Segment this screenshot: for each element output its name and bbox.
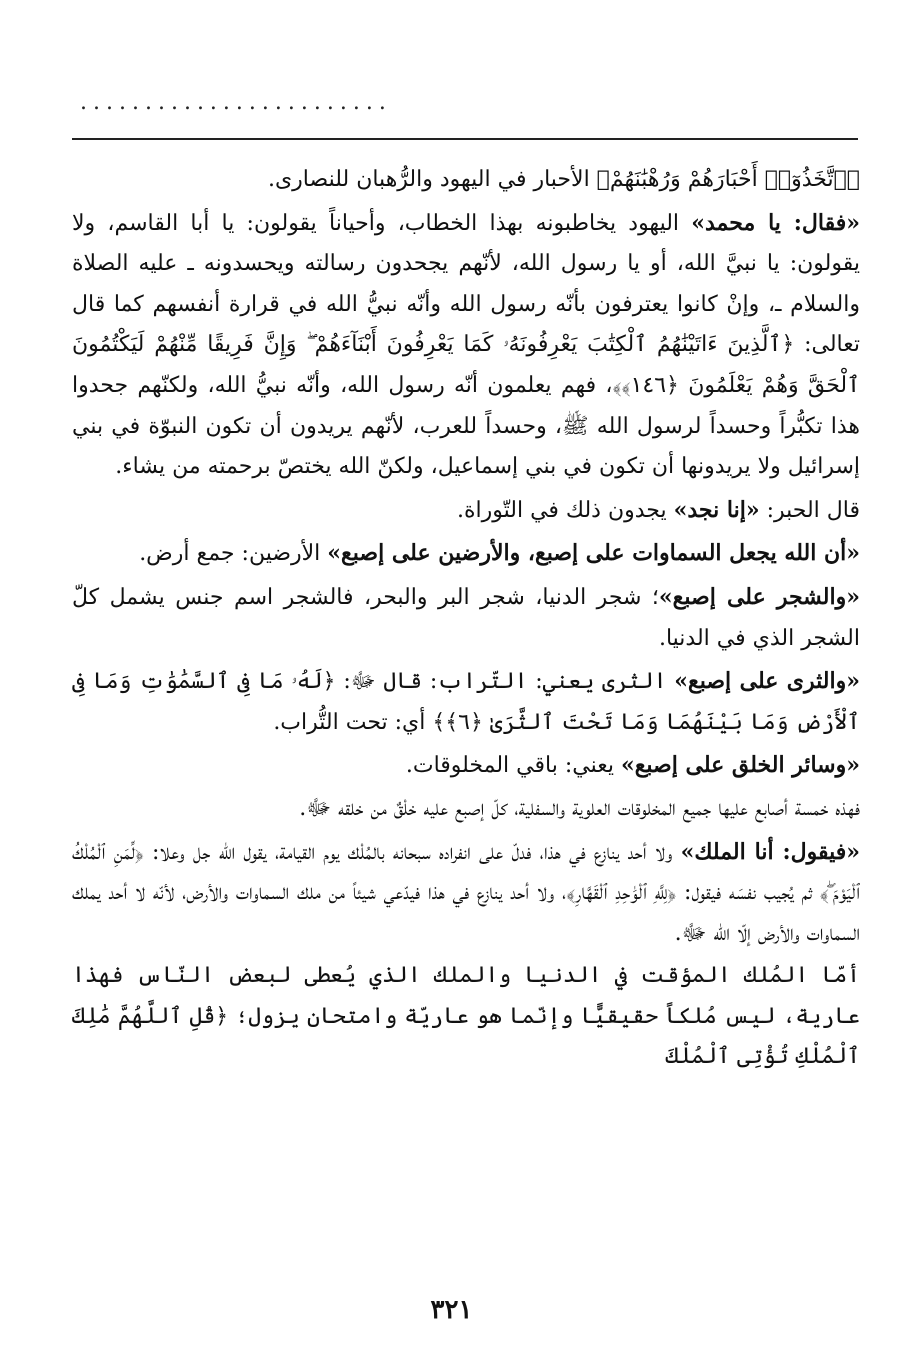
paragraph <box>72 533 860 575</box>
commentary-text: الثرى يعني: التّراب: قال ﷻ: ﴿لَهُۥ مَا فِى ٱلسَّمَٰوَٰتِ وَمَا فِى ٱلْأَرْضِ وَمَا بَيْنَهُمَا وَمَا تَحْتَ ٱلثَّرَىٰ ﴿٦﴾﴾ أي: تحت التُّراب. <box>72 669 860 735</box>
body-text <box>72 160 860 1078</box>
page-number: ٣٢١ <box>430 1295 473 1325</box>
paragraph <box>72 789 860 830</box>
paragraph <box>72 203 860 488</box>
paragraph <box>72 490 860 532</box>
header-rule <box>72 138 858 140</box>
paragraph <box>72 745 860 787</box>
paragraph <box>72 661 860 743</box>
commentary-text: اليهود يخاطبونه بهذا الخطاب، وأحياناً يقولون: يا أبا القاسم، ولا يقولون: يا نبيَّ الله، أو يا رسول الله، لأنّهم يجحدون رسالته ويحسدونه ـ عليه الصلاة والسلام ـ، وإنْ كانوا يعترفون بأنّه رسول الله وأنّه نبيُّ الله في قرارة أنفسهم كما قال تعالى: ﴿ٱلَّذِينَ ءَاتَيْنَٰهُمُ ٱلْكِتَٰبَ يَعْرِفُونَهُۥ كَمَا يَعْرِفُونَ أَبْنَآءَهُمْ ۖ وَإِنَّ فَرِيقًا مِّنْهُمْ لَيَكْتُمُونَ ٱلْحَقَّ وَهُمْ يَعْلَمُونَ ﴿١٤٦﴾﴾، فهم يعلمون أنّه رسول الله، وأنّه نبيُّ الله، ولكنّهم جحدوا هذا تكبُّراً وحسداً لرسول الله ﷺ، وحسداً للعرب، لأنّهم يريدون أن تكون النبوّة في بني إسرائيل ولا يريدونها أن تكون في بني إسماعيل، ولكنّ الله يختصّ برحمته من يشاء. <box>72 210 861 480</box>
commentary-text: فهذه خمسة أصابع عليها جميع المخلوقات العلوية والسفلية، كلّ إصبع عليه خلْقٌ من خلقه ﷻ. <box>299 795 860 821</box>
commentary-text: الأرضين: جمع أرض. <box>139 541 328 567</box>
hadith-quote: «والثرى على إصبع» <box>674 668 860 695</box>
paragraph <box>72 956 860 1078</box>
hadith-quote: «وسائر الخلق على إصبع» <box>620 752 860 779</box>
hadith-quote: «والشجر على إصبع» <box>658 583 860 610</box>
hadith-quote: «إنا نجد» <box>673 496 760 523</box>
commentary-text: قال الحبر: <box>759 497 860 523</box>
paragraph <box>72 160 860 201</box>
commentary-text: ولا أحد ينازع في هذا، فدلّ على انفراده سبحانه بالمُلْك يوم القيامة، يقول الله جل وعلا: ﴿لِّمَنِ ٱلْمُلْكُ ٱلْيَوْمَ ۖ﴾ ثم يُجيب نفسَه فيقول: ﴿لِلَّهِ ٱلْوَٰحِدِ ٱلْقَهَّارِ﴾، ولا أحد ينازع في هذا فيدّعي شيئاً من ملك السماوات والأرض، لأنّه لا أحد يملك السماوات والأرض إلّا الله ﷻ. <box>72 839 860 946</box>
paragraph <box>72 832 860 955</box>
running-header-dots: ........................ <box>80 90 392 115</box>
commentary-text: يجدون ذلك في التّوراة. <box>457 497 674 523</box>
hadith-quote: «أن الله يجعل السماوات على إصبع، والأرضين على إصبع» <box>327 540 860 567</box>
hadith-quote: «فيقول: أنا الملك» <box>680 838 861 865</box>
commentary-text: ؛ شجر الدنيا، شجر البر والبحر، فالشجر اسم جنس يشمل كلّ الشجر الذي في الدنيا. <box>72 584 860 651</box>
hadith-quote: «فقال: يا محمد» <box>691 209 860 236</box>
commentary-text: ﴿ٱتَّخَذُوٓا۟ أَحْبَارَهُمْ وَرُهْبَٰنَهُمْ﴾ الأحبار في اليهود والرُّهبان للنصارى. <box>267 167 860 192</box>
paragraph <box>72 577 860 659</box>
commentary-text: أمّا المُلك المؤقت في الدنيا والملك الذي يُعطى لبعض النّاس فهذا عارية، ليس مُلكاً حقيقيًّا وإنّما هو عاريّة وامتحان يزول؛ ﴿قُلِ ٱللَّهُمَّ مَٰلِكَ ٱلْمُلْكِ تُؤْتِى ٱلْمُلْكَ <box>72 963 860 1070</box>
commentary-text: يعني: باقي المخلوقات. <box>405 753 621 779</box>
